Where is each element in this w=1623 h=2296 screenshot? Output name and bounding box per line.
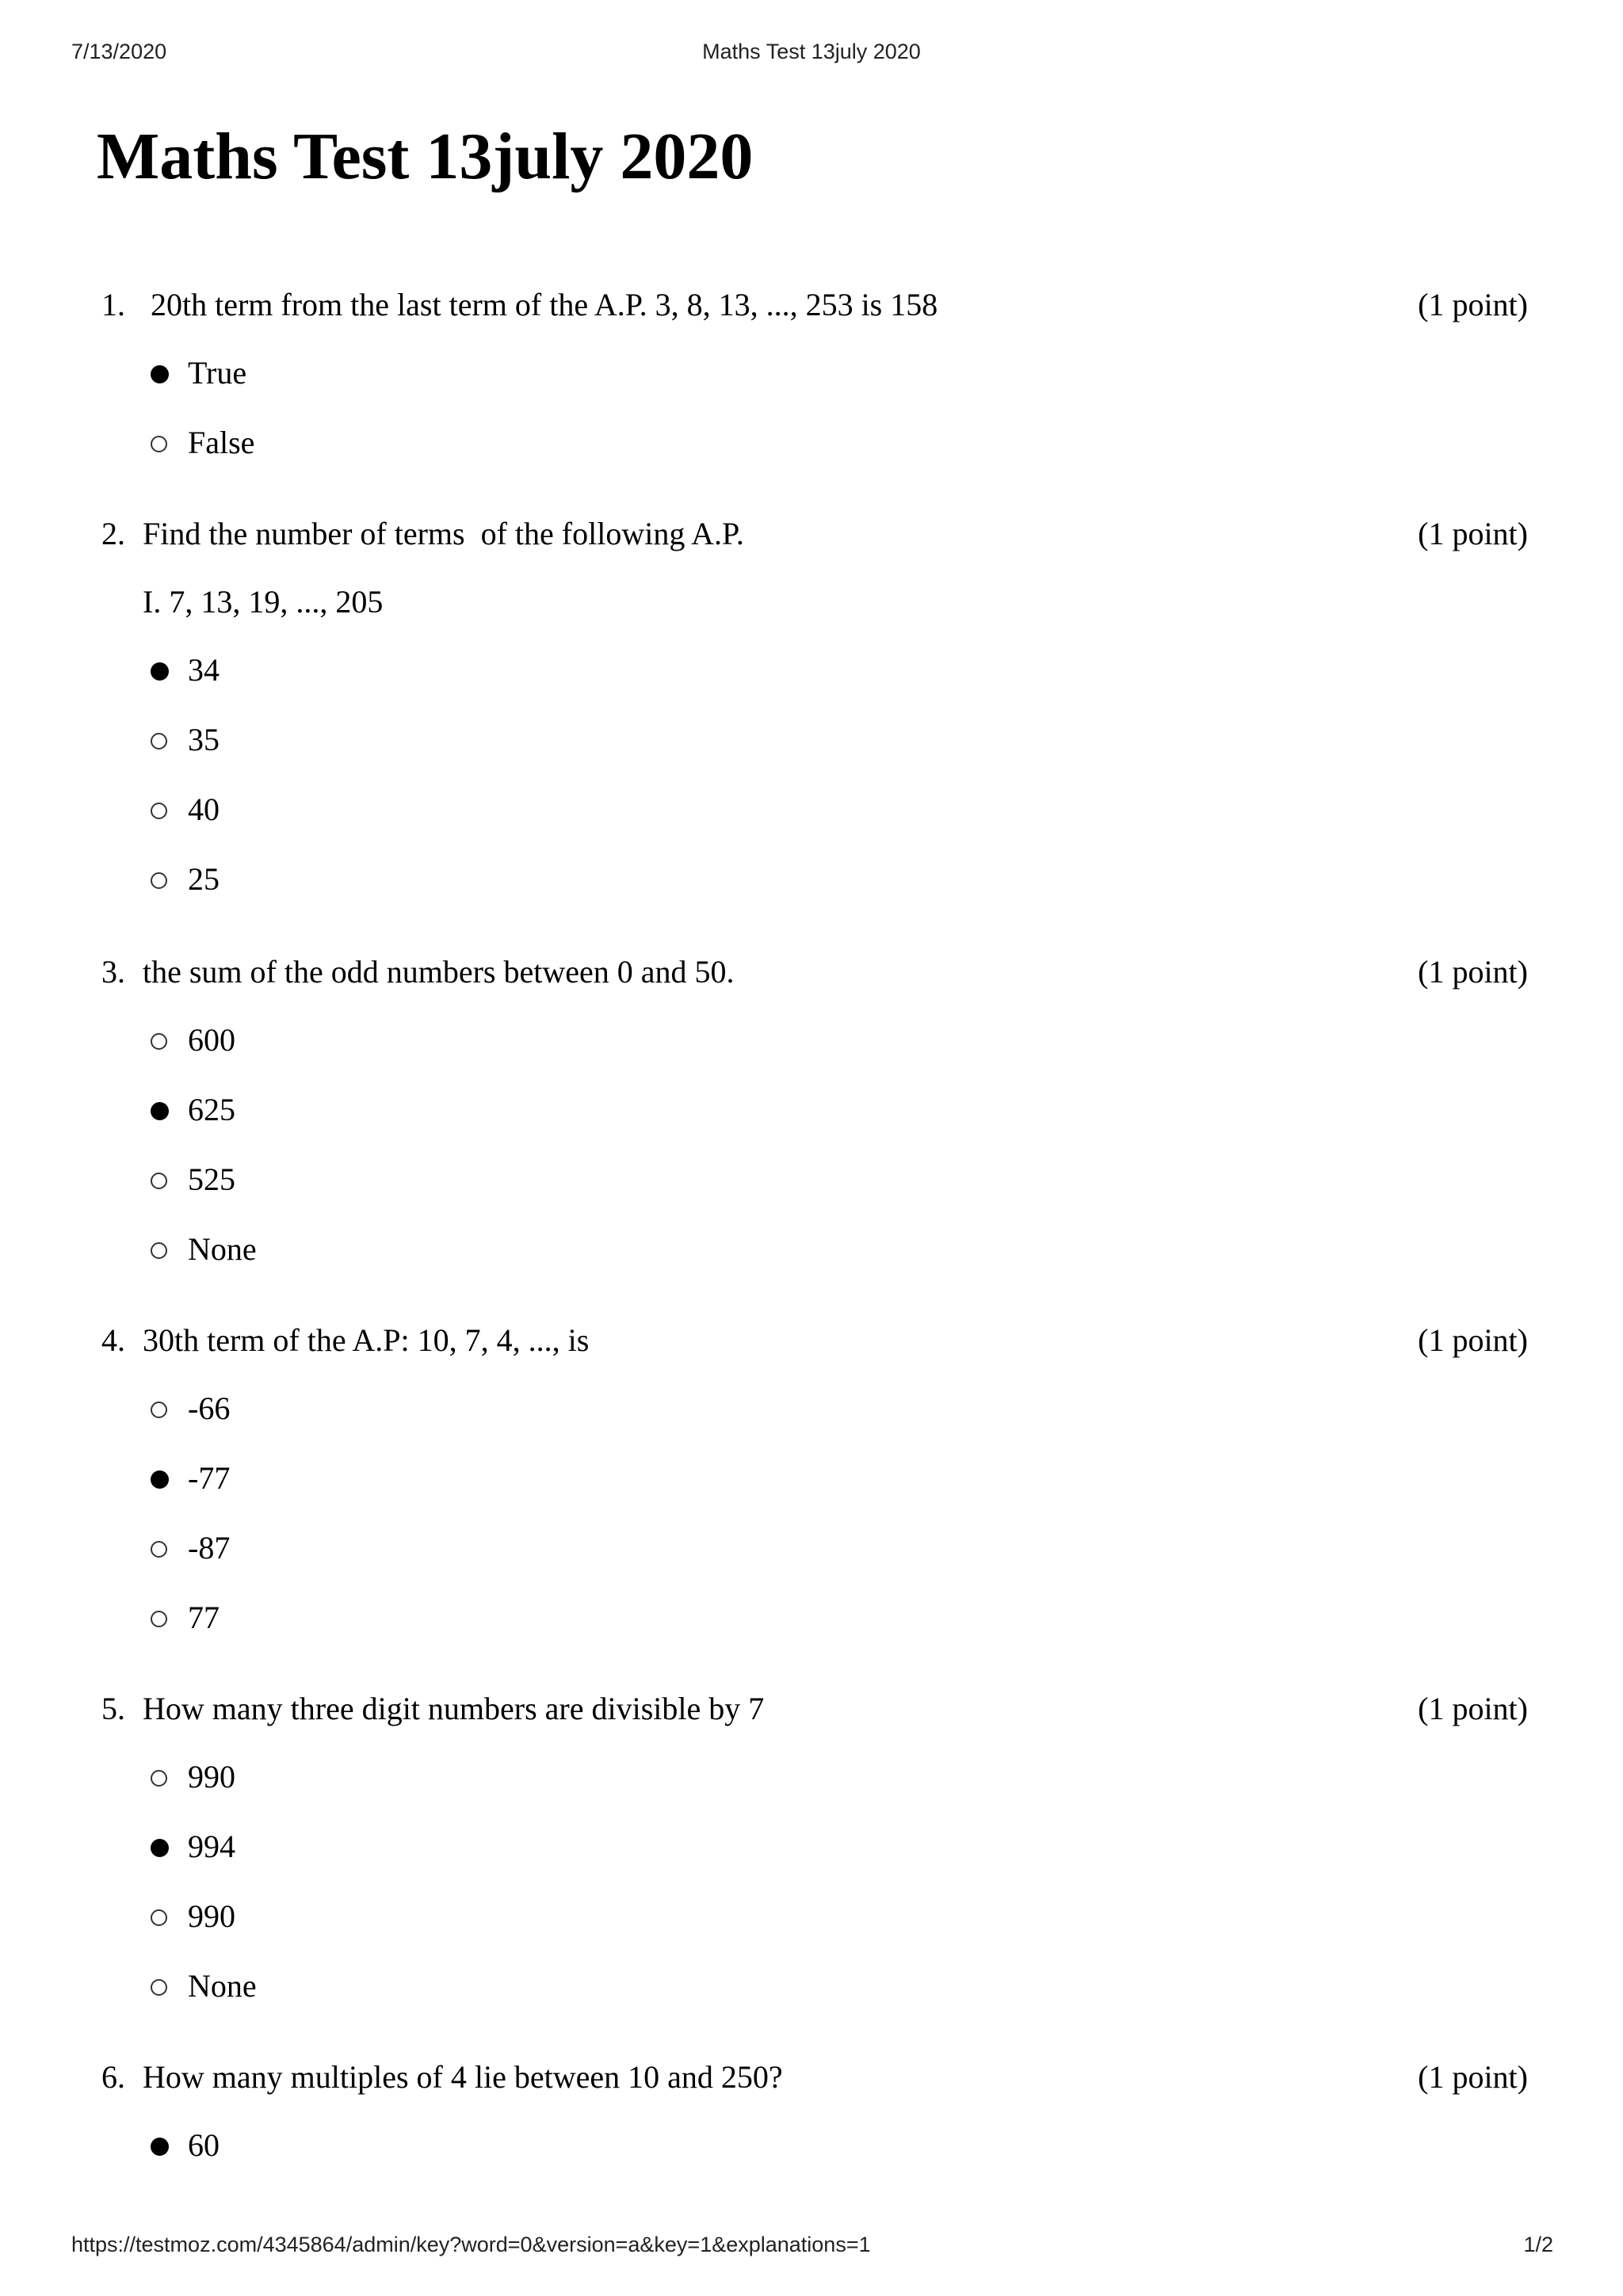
option-label: None: [188, 1968, 257, 2004]
option-label: False: [188, 425, 255, 460]
radio-unselected-icon[interactable]: [151, 1242, 167, 1259]
option-label: 34: [188, 652, 220, 688]
question-text: 30th term of the A.P: 10, 7, 4, ..., is: [143, 1322, 590, 1358]
question-number: 3.: [101, 954, 125, 990]
option-label: 990: [188, 1759, 235, 1794]
radio-unselected-icon[interactable]: [151, 1541, 167, 1558]
question-text: the sum of the odd numbers between 0 and 50.: [143, 954, 735, 990]
radio-unselected-icon[interactable]: [151, 1173, 167, 1189]
radio-unselected-icon[interactable]: [151, 1979, 167, 1996]
option-label: 35: [188, 722, 220, 757]
question-points: (1 point): [1418, 2059, 1528, 2095]
page-title: Maths Test 13july 2020: [97, 120, 754, 193]
radio-selected-icon[interactable]: [151, 1839, 169, 1857]
option-label: 625: [188, 1092, 235, 1127]
radio-unselected-icon[interactable]: [151, 1770, 167, 1787]
option-label: -66: [188, 1390, 231, 1426]
option-label: None: [188, 1231, 257, 1267]
question-number: 1.: [101, 287, 125, 322]
question-points: (1 point): [1418, 1691, 1528, 1726]
question-number: 5.: [101, 1691, 125, 1726]
question-points: (1 point): [1418, 516, 1528, 551]
print-doc-title: Maths Test 13july 2020: [702, 40, 921, 63]
question-number: 2.: [101, 516, 125, 551]
option-label: -77: [188, 1460, 231, 1496]
question-number: 6.: [101, 2059, 125, 2095]
radio-selected-icon[interactable]: [151, 1470, 169, 1489]
option-label: True: [188, 355, 247, 391]
question-text: How many three digit numbers are divisible by 7: [143, 1691, 765, 1726]
radio-unselected-icon[interactable]: [151, 436, 167, 452]
option-label: 990: [188, 1898, 235, 1934]
question-subtext: I. 7, 13, 19, ..., 205: [143, 584, 384, 620]
radio-selected-icon[interactable]: [151, 365, 169, 383]
question-points: (1 point): [1418, 1322, 1528, 1358]
question-text: How many multiples of 4 lie between 10 and 250?: [143, 2059, 783, 2095]
radio-selected-icon[interactable]: [151, 2138, 169, 2156]
option-label: 77: [188, 1600, 220, 1635]
page-number: 1/2: [1523, 2233, 1553, 2256]
radio-selected-icon[interactable]: [151, 662, 169, 681]
radio-unselected-icon[interactable]: [151, 1402, 167, 1418]
question-points: (1 point): [1418, 954, 1528, 990]
radio-selected-icon[interactable]: [151, 1102, 169, 1120]
option-label: 60: [188, 2127, 220, 2163]
radio-unselected-icon[interactable]: [151, 1033, 167, 1050]
question-text: Find the number of terms of the following A.P.: [143, 516, 744, 551]
print-url: https://testmoz.com/4345864/admin/key?word=0&version=a&key=1&explanations=1: [71, 2233, 871, 2256]
print-date: 7/13/2020: [71, 40, 167, 63]
option-label: 600: [188, 1022, 235, 1058]
option-label: -87: [188, 1530, 231, 1566]
radio-unselected-icon[interactable]: [151, 1909, 167, 1926]
option-label: 40: [188, 791, 220, 827]
radio-unselected-icon[interactable]: [151, 872, 167, 889]
option-label: 994: [188, 1829, 235, 1864]
option-label: 25: [188, 861, 220, 897]
radio-unselected-icon[interactable]: [151, 1611, 167, 1627]
radio-unselected-icon[interactable]: [151, 803, 167, 819]
question-points: (1 point): [1418, 287, 1528, 322]
radio-unselected-icon[interactable]: [151, 733, 167, 749]
option-label: 525: [188, 1161, 235, 1197]
question-text: 20th term from the last term of the A.P. 3, 8, 13, ..., 253 is 158: [151, 287, 938, 322]
question-number: 4.: [101, 1322, 125, 1358]
